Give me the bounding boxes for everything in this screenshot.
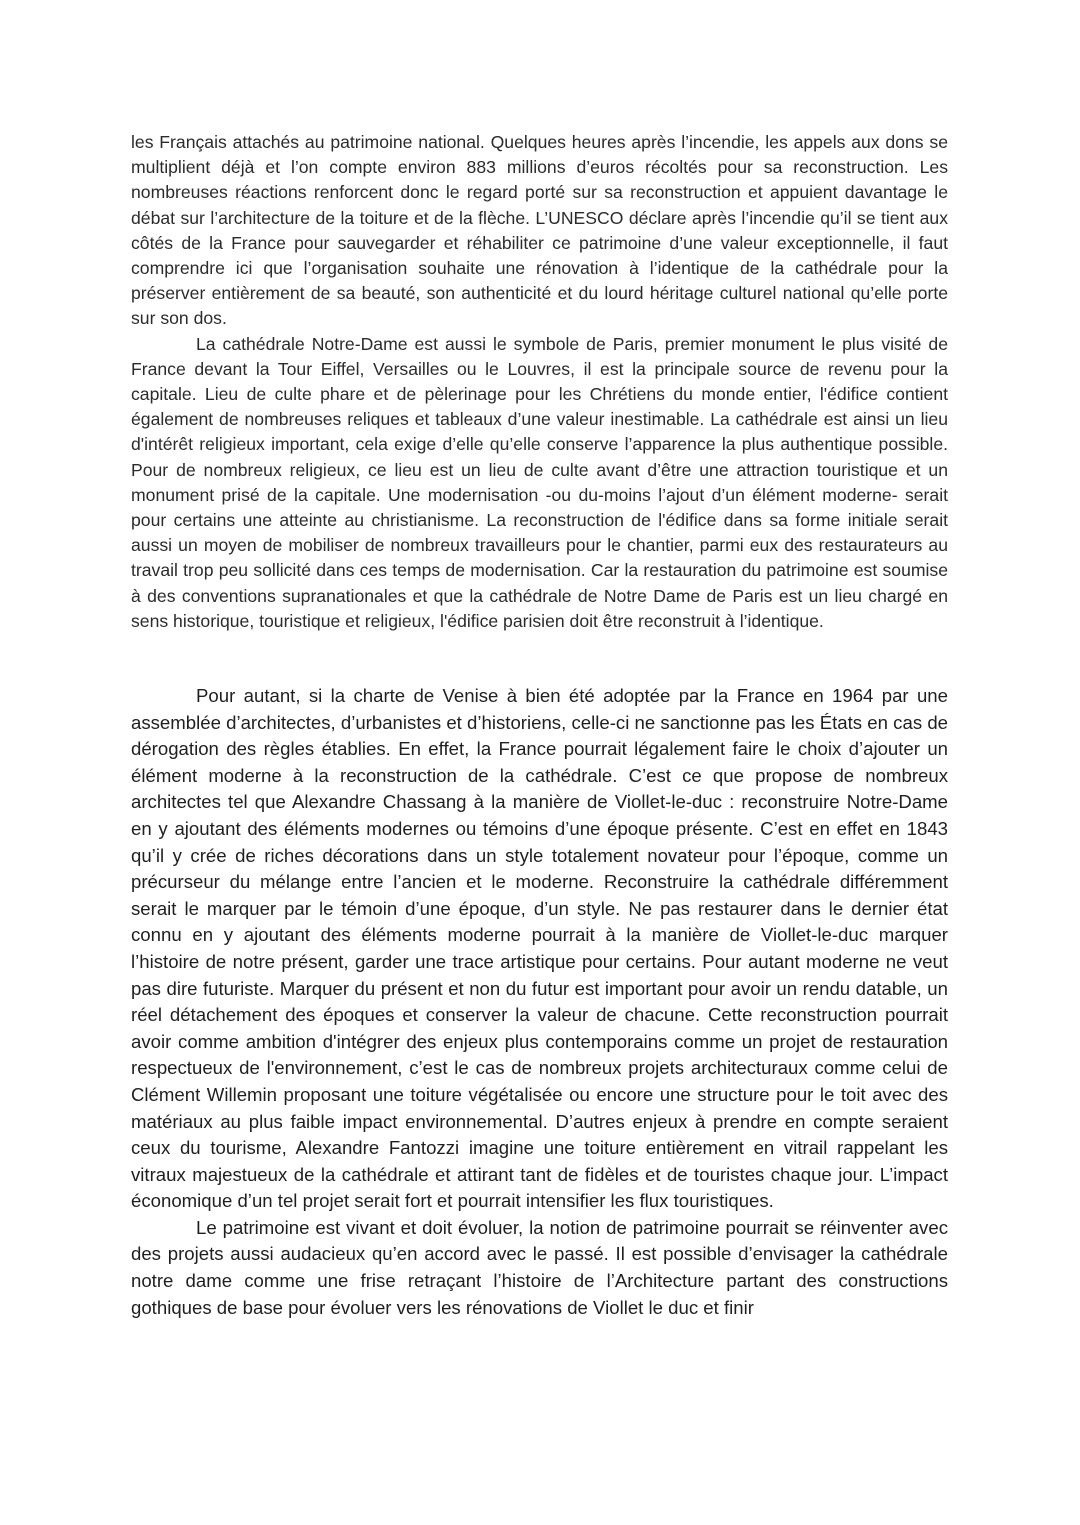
text-block-modernisation [131,683,948,1321]
paragraph-venice-charter: Pour autant, si la charte de Venise à bien été adoptée par la France en 1964 par une assemblée d’architectes, d’urbanistes et d’historiens, celle-ci ne sanctionne pas les États en cas de dérogation des règles établies. En effet, la France pourrait légalement faire le choix d’ajouter un élément moderne à la reconstruction de la cathédrale. C’est ce que propose de nombreux architectes tel que Alexandre Chassang à la manière de Viollet-le-duc : reconstruire Notre-Dame en y ajoutant des éléments modernes ou témoins d’une époque présente. C’est en effet en 1843 qu’il y crée de riches décorations dans un style totalement novateur pour l’époque, comme un précurseur du mélange entre l’ancien et le moderne. Reconstruire la cathédrale différemment serait le marquer par le témoin d’une époque, d’un style. Ne pas restaurer dans le dernier état connu en y ajoutant des éléments moderne pourrait à la manière de Viollet-le-duc marquer l’histoire de notre présent, garder une trace artistique pour certains. Pour autant moderne ne veut pas dire futuriste. Marquer du présent et non du futur est important pour avoir un rendu datable, un réel détachement des époques et conserver la valeur de chacune. Cette reconstruction pourrait avoir comme ambition d'intégrer des enjeux plus contemporains comme un projet de restauration respectueux de l'environnement, c’est le cas de nombreux projets architecturaux comme celui de Clément Willemin proposant une toiture végétalisée ou encore une structure pour le toit avec des matériaux au plus faible impact environnemental. D’autres enjeux à prendre en compte seraient ceux du tourisme, Alexandre Fantozzi imagine une toiture entièrement en vitrail rappelant les vitraux majestueux de la cathédrale et attirant tant de fidèles et de touristes chaque jour. L’impact économique d’un tel projet serait fort et pourrait intensifier les flux touristiques. [131,685,948,1212]
text-block-heritage [131,130,948,634]
paragraph-living-heritage: Le patrimoine est vivant et doit évoluer, la notion de patrimoine pourrait se réinventer avec des projets aussi audacieux qu’en accord avec le passé. Il est possible d’envisager la cathédrale notre dame comme une frise retraçant l’histoire de l’Architecture partant des constructions gothiques de base pour évoluer vers les rénovations de Viollet le duc et finir [131,1216,948,1318]
paragraph-symbol-of-paris: La cathédrale Notre-Dame est aussi le symbole de Paris, premier monument le plus visité de France devant la Tour Eiffel, Versailles ou le Louvres, il est la principale source de revenu pour la capitale. Lieu de culte phare et de pèlerinage pour les Chrétiens du monde entier, l'édifice contient également de nombreuses reliques et tableaux d’une valeur inestimable. La cathédrale est ainsi un lieu d'intérêt religieux important, cela exige d’elle qu’elle conserve l’apparence la plus authentique possible. Pour de nombreux religieux, ce lieu est un lieu de culte avant d’être une attraction touristique et un monument prisé de la capitale. Une modernisation -ou du-moins l’ajout d’un élément moderne- serait pour certains une atteinte au christianisme. La reconstruction de l'édifice dans sa forme initiale serait aussi un moyen de mobiliser de nombreux travailleurs pour le chantier, parmi eux des restaurateurs au travail trop peu sollicité dans ces temps de modernisation. Car la restauration du patrimoine est soumise à des conventions supranationales et que la cathédrale de Notre Dame de Paris est un lieu chargé en sens historique, touristique et religieux, l'édifice parisien doit être reconstruit à l’identique. [131,333,948,631]
paragraph-unesco-donations: les Français attachés au patrimoine national. Quelques heures après l’incendie, les appels aux dons se multiplient déjà et l’on compte environ 883 millions d’euros récoltés pour sa reconstruction. Les nombreuses réactions renforcent donc le regard porté sur sa reconstruction et appuient davantage le débat sur l’architecture de la toiture et de la flèche. L’UNESCO déclare après l’incendie qu’il se tient aux côtés de la France pour sauvegarder et réhabiliter ce patrimoine d’une valeur exceptionnelle, il faut comprendre ici que l’organisation souhaite une rénovation à l’identique de la cathédrale pour la préserver entièrement de sa beauté, son authenticité et du lourd héritage culturel national qu’elle porte sur son dos. [131,132,948,329]
